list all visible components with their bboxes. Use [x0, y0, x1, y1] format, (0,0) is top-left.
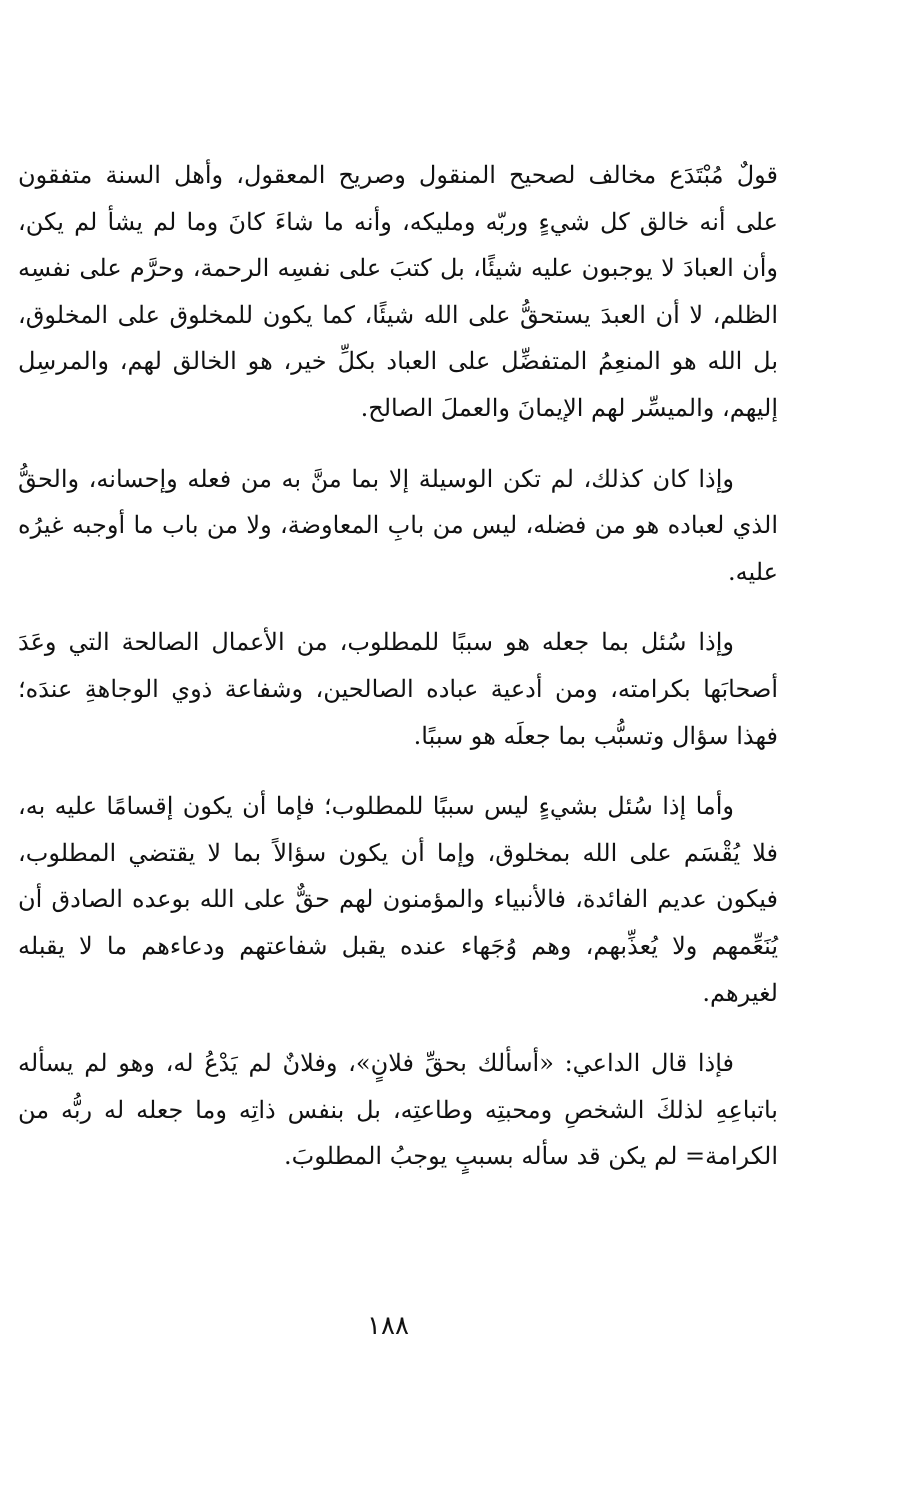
paragraph-2: وإذا كان كذلك، لم تكن الوسيلة إلا بما منَّ به من فعله وإحسانه، والحقُّ الذي لعباده هو من فضله، ليس من بابِ المعاوضة، ولا من باب ما أوجبه غيرُه عليه. — [18, 464, 778, 586]
paragraph-1: قولٌ مُبْتَدَع مخالف لصحيح المنقول وصريح المعقول، وأهل السنة متفقون على أنه خالق كل شيءٍ وربّه ومليكه، وأنه ما شاءَ كانَ وما لم يشأ لم يكن، وأن العبادَ لا يوجبون عليه شيئًا، بل كتبَ على نفسِه الرحمة، وحرَّم على نفسِه الظلم، لا أن العبدَ يستحقُّ على الله شيئًا، كما يكون للمخلوق على المخلوق، بل الله هو المنعِمُ المتفضِّل على العباد بكلِّ خير، هو الخالق لهم، والمرسِل إليهم، والميسِّر لهم الإيمانَ والعملَ الصالح. — [18, 161, 779, 422]
paragraph-3: وإذا سُئل بما جعله هو سببًا للمطلوب، من الأعمال الصالحة التي وعَدَ أصحابَها بكرامته، ومن أدعية عباده الصالحين، وشفاعة ذوي الوجاهةِ عندَه؛ فهذا سؤال وتسبُّب بما جعلَه هو سببًا. — [18, 628, 778, 750]
page-number: ١٨٨ — [367, 1311, 409, 1341]
paragraph-4: وأما إذا سُئل بشيءٍ ليس سببًا للمطلوب؛ فإما أن يكون إقسامًا عليه به، فلا يُقْسَم على الله بمخلوق، وإما أن يكون سؤالاً بما لا يقتضي المطلوب، فيكون عديم الفائدة، فالأنبياء والمؤمنون لهم حقٌّ على الله بوعده الصادق أن يُنَعِّمهم ولا يُعذِّبهم، وهم وُجَهاء عنده يقبل شفاعتهم ودعاءهم ما لا يقبله لغيرهم. — [18, 792, 778, 1007]
body-text — [18, 152, 778, 1204]
paragraph-5: فإذا قال الداعي: «أسألك بحقِّ فلانٍ»، وفلانٌ لم يَدْعُ له، وهو لم يسأله باتباعِهِ لذلكَ الشخصِ ومحبتِه وطاعتِه، بل بنفس ذاتِه وما جعله له ربُّه من الكرامة= لم يكن قد سأله بسببٍ يوجبُ المطلوبَ. — [18, 1049, 778, 1171]
